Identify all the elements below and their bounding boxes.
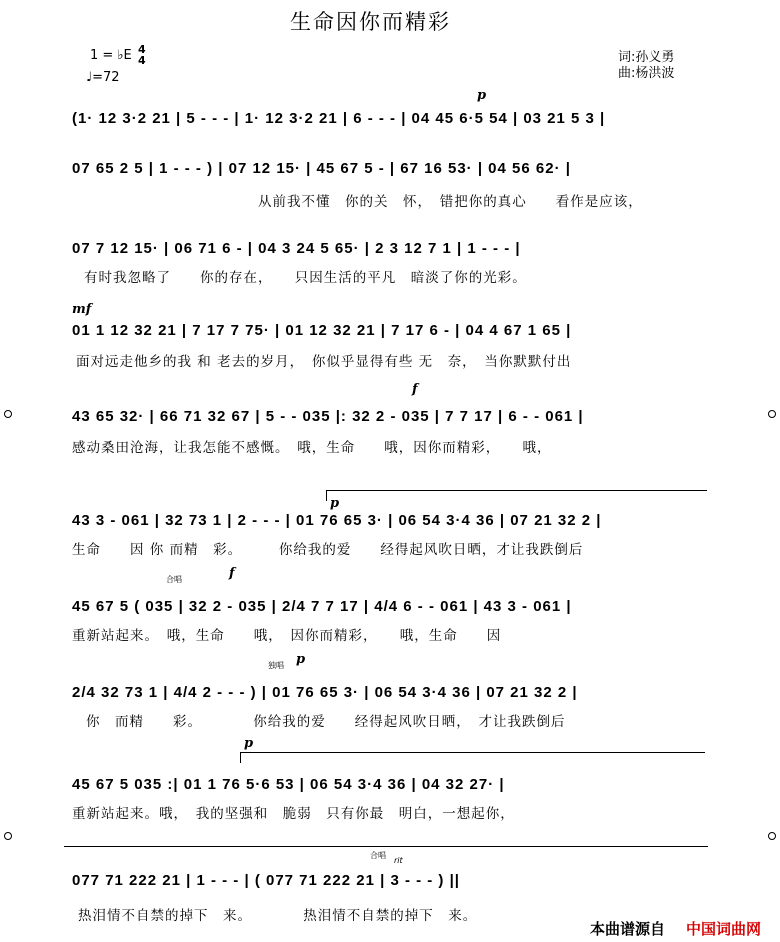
volta-bracket [326, 490, 707, 501]
lyric-line-8: 你 而精 彩。 你给我的爱 经得起风吹日晒， 才让我跌倒后 [86, 714, 566, 730]
chorus-label: 合唱 [166, 575, 182, 584]
dynamic-p: p [244, 736, 254, 751]
staff-row-6: 43 3 - 061 | 32 73 1 | 2 - - - | 01 76 65 3· | 06 54 3·4 36 | 07 21 32 2 | [72, 512, 602, 529]
footer-source-text: 本曲谱源自 [590, 920, 666, 938]
lyric-line-10: 热泪情不自禁的掉下 来。 热泪情不自禁的掉下 来。 [78, 908, 478, 924]
staff-row-1: (1· 12 3·2 21 | 5 - - - | 1· 12 3·2 21 | 6 - - - | 04 45 6·5 54 | 03 21 5 3 | [72, 110, 606, 127]
ending-bracket [64, 846, 708, 857]
binding-hole [768, 832, 776, 840]
lyric-line-5: 感动桑田沧海，让我怎能不感慨。 哦，生命 哦，因你而精彩， 哦， [72, 440, 552, 456]
dynamic-mf: mf [72, 302, 92, 317]
volta-bracket [240, 752, 705, 763]
lyric-line-2: 从前我不懂 你的关 怀， 错把你的真心 看作是应该， [258, 194, 643, 210]
key-signature: 1 = ♭E [90, 48, 132, 63]
lyric-line-7: 重新站起来。 哦，生命 哦， 因你而精彩， 哦，生命 因 [72, 628, 502, 644]
staff-row-9: 45 67 5 035 :| 01 1 76 5·6 53 | 06 54 3·4 36 | 04 32 27· | [72, 776, 505, 793]
staff-row-7: 45 67 5 ( 035 | 32 2 - 035 | 2/4 7 7 17 | 4/4 6 - - 061 | 43 3 - 061 | [72, 598, 572, 615]
footer-site-name[interactable]: 中国词曲网 [686, 920, 762, 938]
dynamic-p: p [477, 88, 487, 103]
chorus-label: 合唱 [370, 851, 386, 860]
time-signature: 4 4 [138, 43, 146, 67]
composer-credit: 曲:杨洪波 [618, 66, 675, 81]
dynamic-p: p [296, 652, 306, 667]
binding-hole [768, 410, 776, 418]
lyric-line-9: 重新站起来。哦， 我的坚强和 脆弱 只有你最 明白，一想起你， [72, 806, 515, 822]
lyric-line-6: 生命 因 你 而精 彩。 你给我的爱 经得起风吹日晒，才让我跌倒后 [72, 542, 584, 558]
staff-row-5: 43 65 32· | 66 71 32 67 | 5 - - 035 |: 32 2 - 035 | 7 7 17 | 6 - - 061 | [72, 408, 584, 425]
binding-hole [4, 832, 12, 840]
staff-row-8: 2/4 32 73 1 | 4/4 2 - - - ) | 01 76 65 3· | 06 54 3·4 36 | 07 21 32 2 | [72, 684, 578, 701]
page-title: 生命因你而精彩 [290, 10, 451, 34]
solo-label: 独唱 [268, 661, 284, 670]
staff-row-10: 077 71 222 21 | 1 - - - | ( 077 71 222 21 | 3 - - - ) || [72, 872, 460, 889]
staff-row-4: 01 1 12 32 21 | 7 17 7 75· | 01 12 32 21 | 7 17 6 - | 04 4 67 1 65 | [72, 322, 572, 339]
dynamic-p: p [330, 496, 340, 511]
dynamic-f: f [412, 382, 418, 397]
binding-hole [4, 410, 12, 418]
lyric-line-3: 有时我忽略了 你的存在， 只因生活的平凡 暗淡了你的光彩。 [84, 270, 527, 286]
lyricist-credit: 词:孙义勇 [618, 50, 675, 65]
staff-row-2: 07 65 2 5 | 1 - - - ) | 07 12 15· | 45 67 5 - | 67 16 53· | 04 56 62· | [72, 160, 571, 177]
staff-row-3: 07 7 12 15· | 06 71 6 - | 04 3 24 5 65· | 2 3 12 7 1 | 1 - - - | [72, 240, 521, 257]
lyric-line-4: 面对远走他乡的我 和 老去的岁月， 你似乎显得有些 无 奈， 当你默默付出 [76, 354, 572, 370]
dynamic-f: f [229, 566, 235, 581]
tempo-marking: ♩=72 [86, 70, 120, 85]
ritardando-label: rit [394, 856, 403, 865]
